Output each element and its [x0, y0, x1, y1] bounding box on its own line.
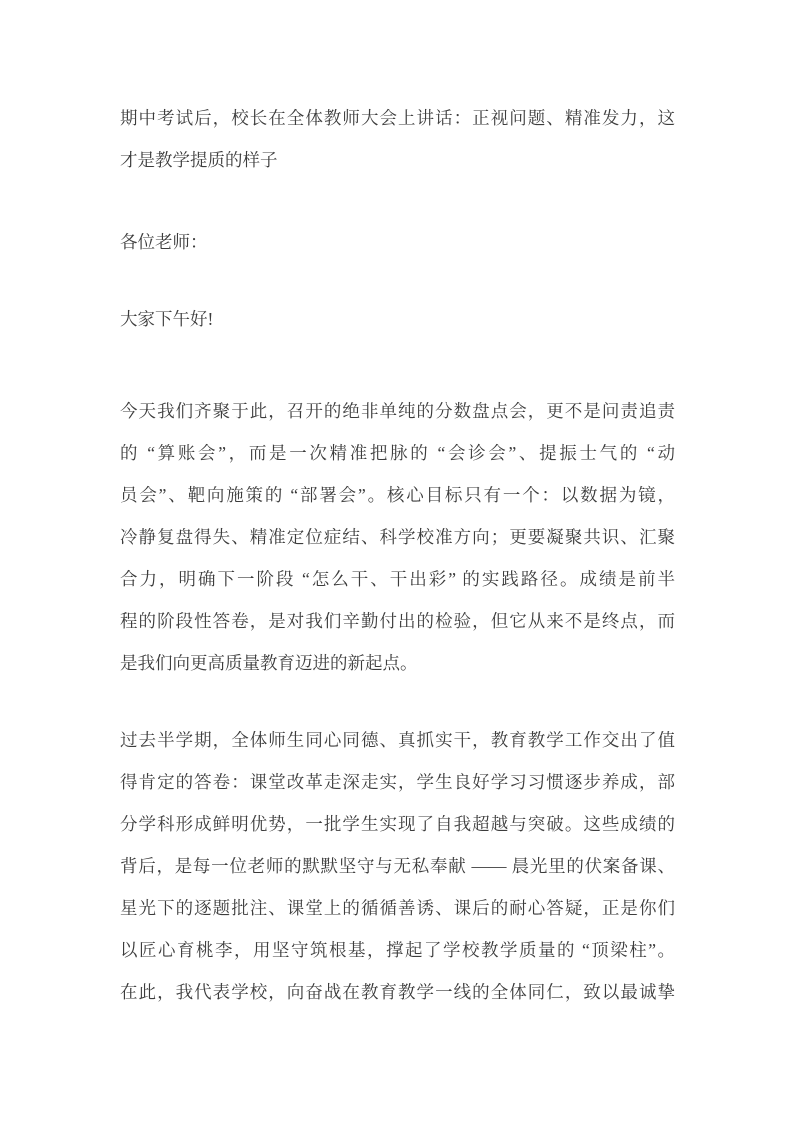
body2-line-2: 得肯定的答卷：课堂改革走深走实，学生良好学习习惯逐步养成，部: [120, 772, 675, 792]
body2-line-6: 以匠心育桃李，用坚守筑根基，撑起了学校教学质量的 “顶梁柱”。: [120, 940, 675, 960]
greeting-paragraph: [120, 298, 675, 340]
body1-line-6: 程的阶段性答卷，是对我们辛勤付出的检验，但它从来不是终点，而: [120, 611, 675, 631]
body1-line-5: 合力，明确下一阶段 “怎么干、干出彩” 的实践路径。成绩是前半: [120, 569, 675, 589]
salutation-paragraph: [120, 221, 675, 263]
body1-line-7: 是我们向更高质量教育迈进的新起点。: [120, 653, 418, 673]
greeting-text: 大家下午好!: [120, 309, 214, 329]
body2-line-1: 过去半学期，全体师生同心同德、真抓实干，教育教学工作交出了值: [120, 730, 675, 750]
body2-line-7: 在此，我代表学校，向奋战在教育教学一线的全体同仁，致以最诚挚: [120, 982, 675, 1002]
title-line-1: 期中考试后，校长在全体教师大会上讲话：正视问题、精准发力，这: [120, 108, 675, 128]
body2-line-5: 星光下的逐题批注、课堂上的循循善诱、课后的耐心答疑，正是你们: [120, 898, 675, 918]
salutation-text: 各位老师：: [120, 232, 208, 252]
document-page: [120, 97, 675, 1013]
body-paragraph-1: [120, 390, 675, 684]
body1-line-1: 今天我们齐聚于此，召开的绝非单纯的分数盘点会，更不是问责追责: [120, 401, 675, 421]
body1-line-4: 冷静复盘得失、精准定位症结、科学校准方向；更要凝聚共识、汇聚: [120, 527, 675, 547]
title-line-2: 才是教学提质的样子: [120, 150, 278, 170]
body1-line-3: 员会”、靶向施策的 “部署会”。核心目标只有一个：以数据为镜，: [120, 485, 675, 505]
body1-line-2: 的 “算账会”，而是一次精准把脉的 “会诊会”、提振士气的 “动: [120, 443, 675, 463]
body-paragraph-2: [120, 719, 675, 1013]
document-title: [120, 97, 675, 181]
body2-line-3: 分学科形成鲜明优势，一批学生实现了自我超越与突破。这些成绩的: [120, 814, 675, 834]
body2-line-4: 背后，是每一位老师的默默坚守与无私奉献 —— 晨光里的伏案备课、: [120, 856, 675, 876]
